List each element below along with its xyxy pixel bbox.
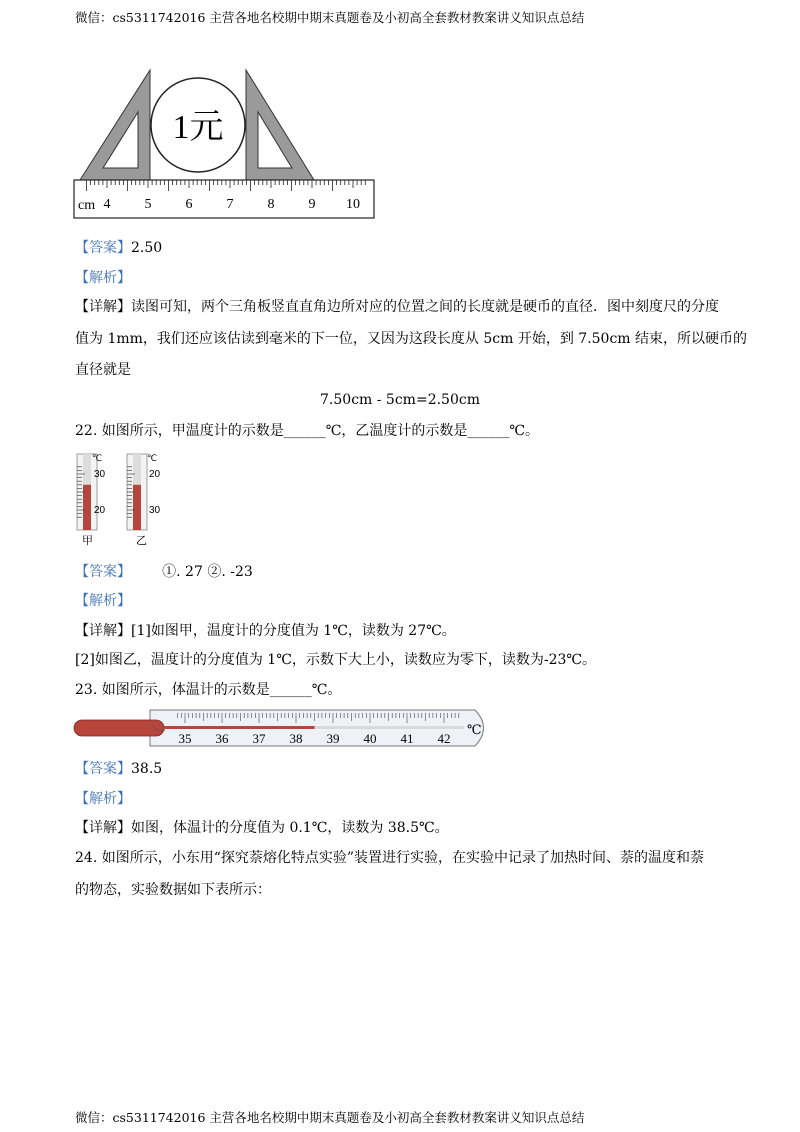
clinical-tick-label: 40: [363, 731, 377, 746]
q22-analysis-tag: 【解析】: [75, 593, 131, 609]
svg-text:甲: 甲: [82, 535, 93, 547]
thermometers-figure: [70, 450, 180, 550]
thermometer-jia-mercury: [83, 485, 91, 530]
q24-line-1: 24. 如图所示，小东用“探究萘熔化特点实验”装置进行实验，在实验中记录了加热时间、萘的温度和萘: [75, 850, 705, 866]
clinical-unit: ℃: [467, 722, 482, 737]
q22-answer: 【答案】 ①. 27 ②. -23: [75, 564, 253, 580]
clinical-tick-label: 39: [326, 731, 340, 746]
q21-detail-3: 直径就是: [75, 362, 131, 378]
svg-text:℃: ℃: [147, 453, 158, 463]
svg-text:30: 30: [94, 469, 106, 480]
q23-question: 23. 如图所示，体温计的示数是______℃。: [75, 682, 342, 698]
q21-formula: 7.50cm - 5cm=2.50cm: [320, 392, 480, 408]
coin-ruler-figure: [70, 68, 380, 223]
ruler-tick-label: 7: [226, 197, 234, 212]
thermometer-yi: [127, 453, 161, 547]
clinical-tick-label: 35: [178, 731, 192, 746]
clinical-tick-label: 36: [215, 731, 229, 746]
q21-detail-2: 值为 1mm，我们还应该估读到毫米的下一位，又因为这段长度从 5cm 开始，到 7.50cm 结束，所以硬币的: [75, 331, 748, 347]
coin-label: 1元: [172, 109, 224, 146]
q23-analysis-tag: 【解析】: [75, 791, 131, 807]
svg-text:℃: ℃: [92, 453, 103, 463]
ruler-unit: cm: [78, 198, 96, 213]
q22-question: 22. 如图所示，甲温度计的示数是______℃，乙温度计的示数是______℃。: [75, 423, 540, 439]
thermometer-jia: [77, 453, 106, 547]
clinical-tick-label: 41: [400, 731, 414, 746]
q21-answer: 【答案】2.50: [75, 240, 163, 256]
q21-detail-1: 【详解】读图可知，两个三角板竖直直角边所对应的位置之间的长度就是硬币的直径．图中刻度尺的分度: [75, 299, 719, 315]
q23-detail-1: 【详解】如图，体温计的分度值为 0.1℃，读数为 38.5℃。: [75, 820, 449, 836]
ruler-tick-label: 8: [267, 197, 275, 212]
clinical-tick-label: 38: [289, 731, 303, 746]
clinical-mercury: [164, 726, 315, 729]
svg-text:20: 20: [149, 469, 161, 480]
ruler: [74, 180, 374, 218]
q22-detail-2: [2]如图乙，温度计的分度值为 1℃，示数下大上小，读数应为零下，读数为-23℃。: [75, 652, 597, 668]
ruler-tick-label: 9: [308, 197, 316, 212]
svg-text:20: 20: [94, 505, 106, 516]
q24-line-2: 的物态，实验数据如下表所示：: [75, 882, 271, 898]
svg-text:乙: 乙: [136, 535, 147, 547]
ruler-tick-label: 6: [185, 197, 193, 212]
q23-answer: 【答案】38.5: [75, 761, 163, 777]
page-header: 微信：cs5311742016 主营各地名校期中期末真题卷及小初高全套教材教案讲义知识点总结: [75, 10, 585, 25]
page-footer: 微信：cs5311742016 主营各地名校期中期末真题卷及小初高全套教材教案讲义知识点总结: [75, 1110, 585, 1125]
clinical-tick-label: 37: [252, 731, 266, 746]
clinical-thermometer-figure: [70, 706, 495, 750]
ruler-tick-label: 4: [103, 197, 111, 212]
ruler-tick-label: 5: [144, 197, 152, 212]
svg-text:30: 30: [149, 505, 161, 516]
thermometer-yi-mercury: [133, 485, 141, 530]
ruler-tick-label: 10: [346, 197, 360, 212]
q22-detail-1: 【详解】[1]如图甲，温度计的分度值为 1℃，读数为 27℃。: [75, 623, 456, 639]
q21-analysis-tag: 【解析】: [75, 270, 131, 286]
clinical-tick-label: 42: [437, 731, 451, 746]
clinical-bulb: [74, 720, 164, 736]
